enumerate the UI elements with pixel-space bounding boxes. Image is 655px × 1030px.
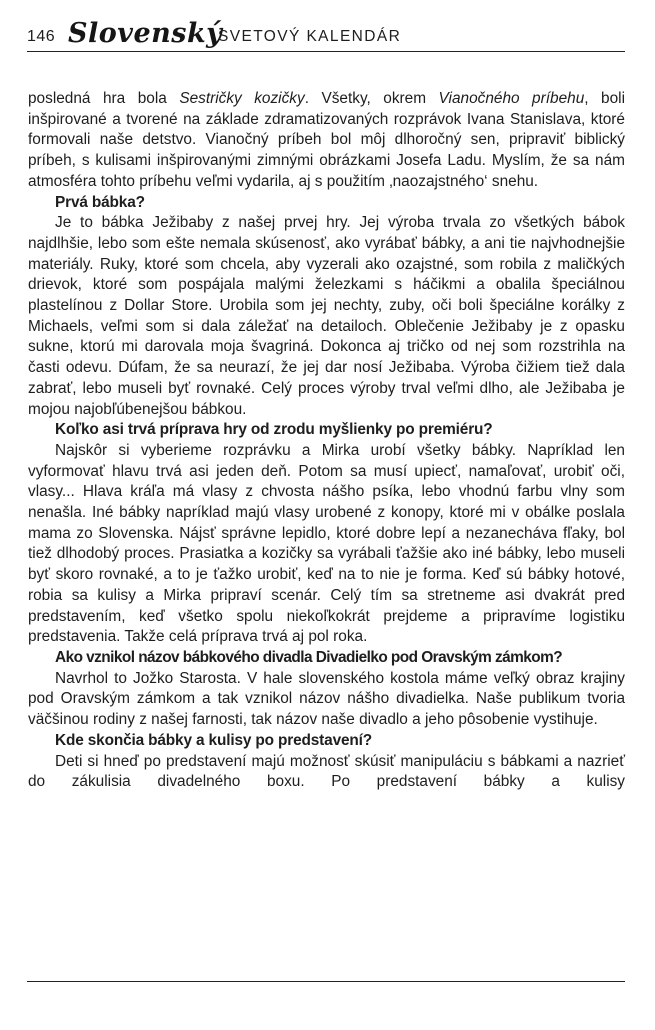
running-header xyxy=(27,18,625,52)
question-heading: Kde skončia bábky a kulisy po predstavení? xyxy=(55,731,373,749)
answer-paragraph: Najskôr si vyberieme rozprávku a Mirka urobí všetky bábky. Napríklad len vyformovať hlavu trvá asi jeden deň. Potom sa musí upiecť, namaľovať, urobiť oči, vlasy... Hlava kráľa má vlasy z chvosta nášho psíka, lebo vhodnú farbu vlny som nenašla. Iné bábky napríklad majú vlasy urobené z konopy, ktoré mi v obálke poslala mama zo Slovenska. Nájsť správne lepidlo, ktoré dobre lepí a nezanecháva fľaky, bol tiež dlhodobý proces. Prasiatka a kozičky sa vyrábali ťažšie ako iné bábky, lebo museli byť skoro rovnaké, a to je ťažko urobiť, keď na to nie je forma. Keď sú bábky hotové, robia sa kulisy a Mirka pripraví scenár. Celý tím sa stretneme asi dvakrát pred predstavením, keď všetko spolu niekoľkokrát prejdeme a pripravíme logistiku predstavenia. Takže celá príprava trvá aj pol roka. xyxy=(28,441,625,646)
answer-paragraph: Navrhol to Jožko Starosta. V hale slovenského kostola máme veľký obraz krajiny pod Oravským zámkom a tak vznikol názov nášho divadielka. Naše publikum tvoria väčšinou rodiny z našej farnosti, tak názov naše divadlo a jeho pôsobenie vystihuje. xyxy=(28,669,625,729)
answer-paragraph: Je to bábka Ježibaby z našej prvej hry. Jej výroba trvala zo všetkých bábok najdlhšie, lebo som ešte nemala skúsenosť, ako vyrábať bábky, a ani tie najvhodnejšie materiály. Ruky, ktoré som chcela, aby vyzerali ako ozajstné, som robila z maličkých drievok, ktoré som pospájala malými železkami s háčikmi a obalila špeciálnou plastelínou z Dollar Store. Urobila som jej nechty, zuby, oči boli špeciálne korálky z Michaels, veľmi som si dala záležať na detailoch. Oblečenie Ježibaby je z opasku sukne, ktorú mi darovala moja švagriná. Dokonca aj tričko od nej som rozstrihla na časti odevu. Dúfam, že sa neurazí, že jej dar nosí Ježibaba. Výroba čižiem tiež dala zabrať, lebo museli byť rovnaké. Celý proces výroby trval veľmi dlho, ale Ježibaba je mojou najobľúbenejšou bábkou. xyxy=(28,214,625,418)
header-rule xyxy=(27,51,625,52)
play-title: Vianočného príbehu xyxy=(438,90,585,107)
page-number: 146 xyxy=(27,28,56,45)
footer-rule xyxy=(27,981,625,982)
calendar-title: SVETOVÝ KALENDÁR xyxy=(218,28,402,45)
answer-paragraph: Deti si hneď po predstavení majú možnosť skúsiť manipuláciu s bábkami a nazrieť do zákulisia divadelného boxu. Po predstavení bábky a kulisy xyxy=(28,752,625,791)
question-heading: Prvá bábka? xyxy=(55,193,145,211)
paragraph-intro: posledná hra bola Sestričky kozičky. Všetky, okrem Vianočného príbehu, boli inšpirované a tvorené na základe zdramatizovaných rozprávok Ivana Stanislava, ktoré formovali naše detstvo. Vianočný príbeh bol môj dlhoročný sen, pripraviť biblický príbeh, s kulisami inšpirovanými zimnými obrázkami Josefa Ladu. Myslím, že sa nám atmosféra tohto príbehu veľmi vydarila, aj s použitím ‚naozajstného‘ snehu. xyxy=(28,90,625,190)
article-body xyxy=(28,89,625,793)
question-heading: Koľko asi trvá príprava hry od zrodu myšlienky po premiéru? xyxy=(55,421,493,439)
magazine-logo: Slovenský xyxy=(68,18,223,49)
play-title: Sestričky kozičky xyxy=(179,90,305,107)
question-heading: Ako vznikol názov bábkového divadla Divadielko pod Oravským zámkom? xyxy=(55,648,563,666)
